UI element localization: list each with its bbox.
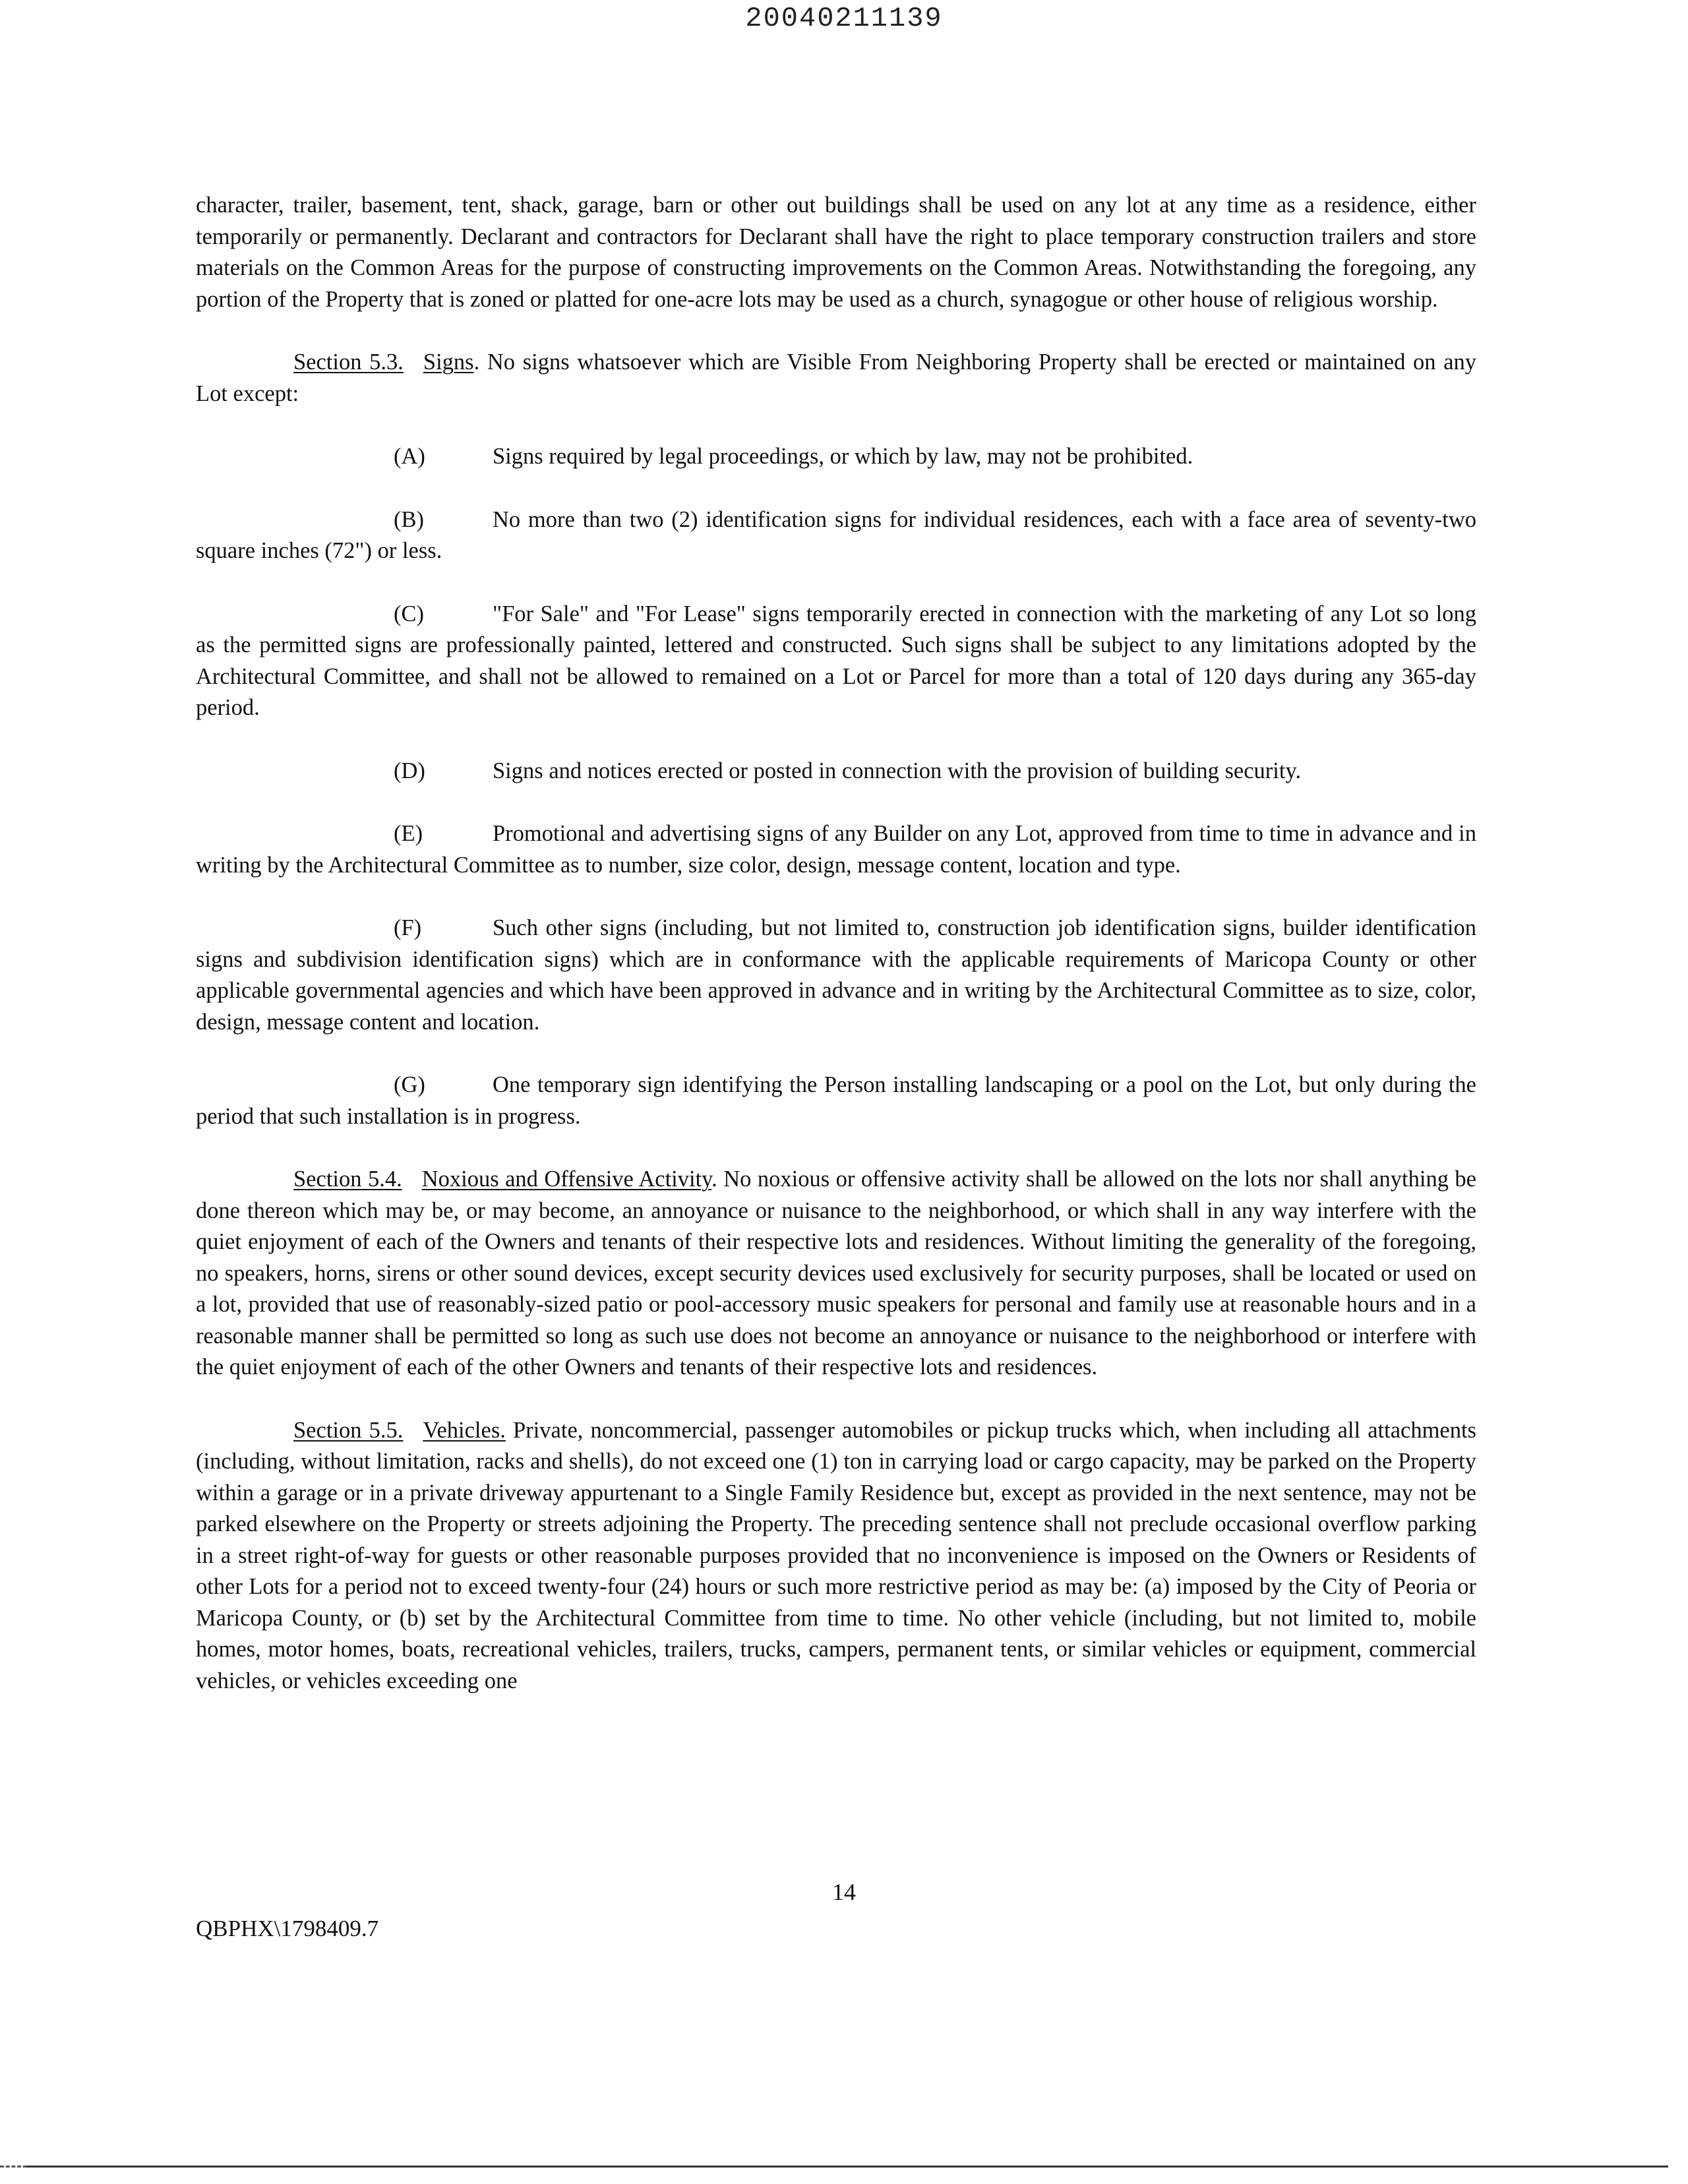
list-item-label: (F) bbox=[394, 915, 422, 940]
document-id: QBPHX\1798409.7 bbox=[196, 1916, 379, 1941]
section-5-3-number: Section 5.3. bbox=[293, 349, 404, 375]
section-5-5 bbox=[196, 1415, 1476, 1697]
list-item-b bbox=[196, 504, 1476, 567]
list-item-e bbox=[196, 818, 1476, 881]
document-body bbox=[196, 190, 1476, 1728]
section-5-5-text: Private, noncommercial, passenger automobiles or pickup trucks which, when including all attachments (including, without limitation, racks and shells), do not exceed one (1) ton in carrying load or cargo capacity, may be parked on the Property within a garage or in a private driveway appurtenant to a Single Family Residence but, except as provided in the next sentence, may not be parked elsewhere on the Property or streets adjoining the Property. The preceding sentence shall not preclude occasional overflow parking in a street right-of-way for guests or other reasonable purposes provided that no inconvenience is imposed on the Owners or Residents of other Lots for a period not to exceed twenty-four (24) hours or such more restrictive period as may be: (a) imposed by the City of Peoria or Maricopa County, or (b) set by the Architectural Committee from time to time. No other vehicle (including, but not limited to, mobile homes, motor homes, boats, recreational vehicles, trailers, trucks, campers, permanent tents, or similar vehicles or equipment, commercial vehicles, or vehicles exceeding one bbox=[196, 1417, 1476, 1693]
list-item-text: Signs and notices erected or posted in connection with the provision of building security. bbox=[493, 758, 1302, 783]
document-number: 20040211139 bbox=[745, 3, 943, 34]
section-5-4 bbox=[196, 1164, 1476, 1383]
section-5-5-title: Vehicles. bbox=[423, 1417, 506, 1443]
paragraph-continuation: character, trailer, basement, tent, shack, garage, barn or other out buildings shall be used on any lot at any time as a residence, either temporarily or permanently. Declarant and contractors for Declarant shall have the right to place temporary construction trailers and store materials on the Common Areas for the purpose of constructing improvements on the Common Areas. Notwithstanding the foregoing, any portion of the Property that is zoned or platted for one-acre lots may be used as a church, synagogue or other house of religious worship. bbox=[196, 193, 1476, 312]
list-item-label: (E) bbox=[394, 821, 423, 846]
list-item-d bbox=[196, 756, 1476, 787]
section-5-3-text: . No signs whatsoever which are Visible From Neighboring Property shall be erected or maintained on any Lot except: bbox=[196, 349, 1477, 406]
list-item-label: (G) bbox=[394, 1072, 425, 1097]
list-item-a bbox=[196, 441, 1476, 473]
page-number: 14 bbox=[832, 1879, 856, 1905]
list-item-text: Signs required by legal proceedings, or which by law, may not be prohibited. bbox=[493, 444, 1193, 469]
section-5-4-title: Noxious and Offensive Activity bbox=[421, 1167, 712, 1192]
list-item-label: (B) bbox=[394, 506, 424, 532]
bottom-divider bbox=[26, 2166, 1668, 2168]
list-item-label: (A) bbox=[394, 444, 425, 469]
list-item-text: No more than two (2) identification signs for individual residences, each with a face area of seventy-two square inches (72") or less. bbox=[196, 506, 1476, 563]
list-item-text: One temporary sign identifying the Person installing landscaping or a pool on the Lot, but only during the period that such installation is in progress. bbox=[196, 1072, 1476, 1129]
list-item-c bbox=[196, 599, 1476, 724]
section-5-4-number: Section 5.4. bbox=[293, 1167, 402, 1192]
section-5-5-number: Section 5.5. bbox=[293, 1417, 404, 1443]
list-item-label: (C) bbox=[394, 601, 424, 626]
section-5-3 bbox=[196, 347, 1476, 410]
list-item-f bbox=[196, 913, 1476, 1038]
section-5-3-title: Signs bbox=[423, 349, 474, 375]
section-5-4-text: . No noxious or offensive activity shall be allowed on the lots nor shall anything be done thereon which may be, or may become, an annoyance or nuisance to the neighborhood, or which shall in any way interfere with the quiet enjoyment of each of the Owners and tenants of their respective lots and residences. Without limiting the generality of the foregoing, no speakers, horns, sirens or other sound devices, except security devices used exclusively for security purposes, shall be located or used on a lot, provided that use of reasonably-sized patio or pool-accessory music speakers for personal and family use at reasonable hours and in a reasonable manner shall be permitted so long as such use does not become an annoyance or nuisance to the neighborhood or interfere with the quiet enjoyment of each of the other Owners and tenants of their respective lots and residences. bbox=[196, 1167, 1476, 1380]
list-item-label: (D) bbox=[394, 758, 425, 783]
list-item-text: Such other signs (including, but not limited to, construction job identification signs, builder identification signs and subdivision identification signs) which are in conformance with the applicable requirements of Maricopa County or other applicable governmental agencies and which have been approved in advance and in writing by the Architectural Committee as to size, color, design, message content and location. bbox=[196, 915, 1476, 1035]
list-item-text: Promotional and advertising signs of any Builder on any Lot, approved from time to time in advance and in writing by the Architectural Committee as to number, size color, design, message content, location and type. bbox=[196, 821, 1476, 878]
list-item-text: "For Sale" and "For Lease" signs temporarily erected in connection with the marketing of any Lot so long as the permitted signs are professionally painted, lettered and constructed. Such signs shall be subject to any limitations adopted by the Architectural Committee, and shall not be allowed to remained on a Lot or Parcel for more than a total of 120 days during any 365-day period. bbox=[196, 601, 1476, 720]
list-item-g bbox=[196, 1070, 1476, 1132]
